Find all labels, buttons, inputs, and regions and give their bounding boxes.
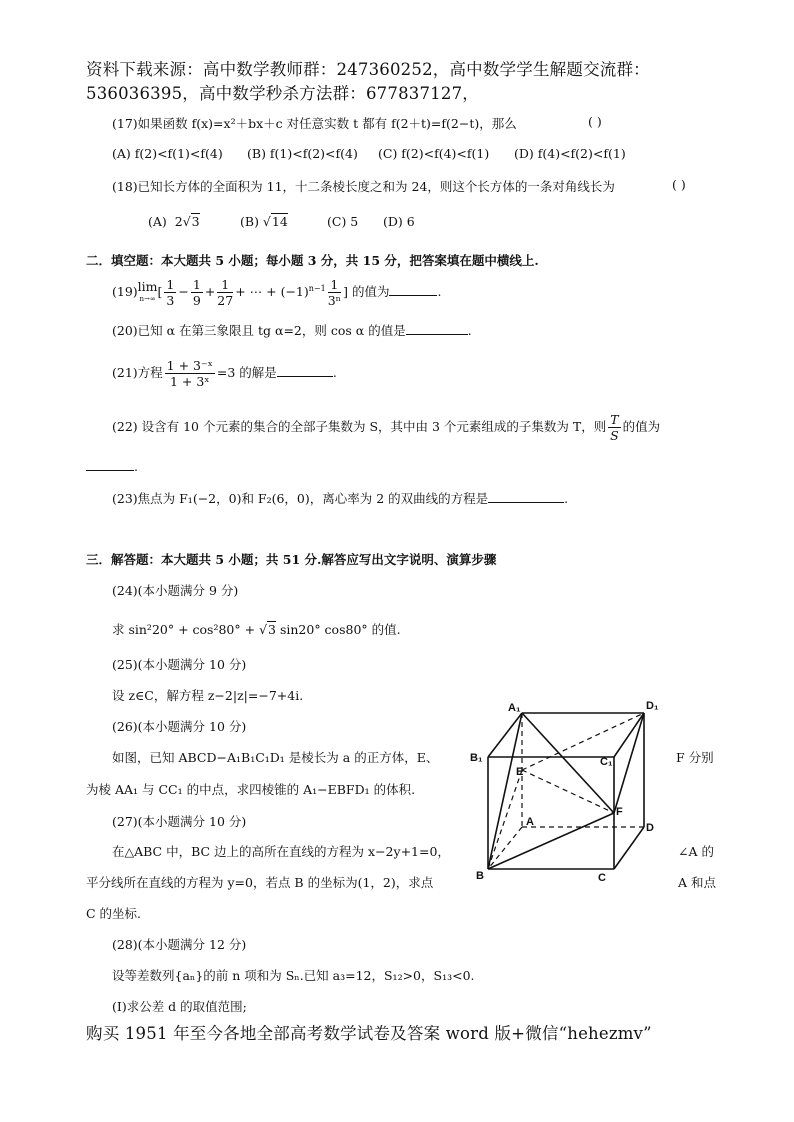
q19: (19) lim n→∞ [ $\frac{1}{3}$ − $\frac{1}{9}$ + $\frac{1}{27}$ + ⋯ + $(-1)^{n-1}$ $\frac{1}{\text{3ⁿ}}$ ] 的值为 .	[112, 276, 442, 308]
q22-answer-blank	[86, 458, 134, 471]
q25-score: (25)(本小题满分 10 分)	[112, 657, 247, 672]
label-d1: D₁	[646, 700, 659, 712]
hidden-edge-e-f	[522, 770, 614, 813]
label-b: B	[476, 870, 484, 882]
source-header-line2: 536036395，高中数学秒杀方法群：677837127，	[86, 84, 479, 103]
q18-stem: (18)已知长方体的全面积为 11，十二条棱长度之和为 24，则这个长方体的一条对角线长为	[112, 179, 615, 194]
q27-line1-right: ∠A 的	[678, 844, 714, 859]
q27-line1: 在△ABC 中，BC 边上的高所在直线的方程为 x−2y+1=0，	[112, 844, 450, 859]
q26-line1-right: F 分别	[676, 750, 714, 765]
q27-score: (27)(本小题满分 10 分)	[112, 814, 247, 829]
q17-option-d: (D) f(4)<f(2)<f(1)	[514, 146, 626, 161]
q23: (23)焦点为 F₁(−2，0)和 F₂(6，0)，离心率为 2 的双曲线的方程是 .	[112, 491, 569, 506]
edge-f-d1	[614, 713, 644, 813]
q18-option-b-radicand: 14	[271, 214, 288, 229]
q21-fraction: $\frac{\text{1 + 3⁻ˣ}}{\text{1 + 3ˣ}}$	[166, 357, 213, 389]
q27-line2-right: A 和点	[678, 875, 717, 890]
edge-c-d	[614, 827, 644, 869]
q17-option-c: (C) f(2)<f(4)<f(1)	[378, 146, 490, 161]
q19-fraction-4: $\frac{1}{\text{3ⁿ}}$	[327, 276, 342, 308]
q19-lim-sub: n→∞	[139, 294, 156, 303]
q19-fraction-3: $\frac{1}{27}$	[217, 276, 234, 308]
q28-line2: (Ⅰ)求公差 d 的取值范围;	[112, 999, 247, 1014]
edge-b-f	[488, 813, 614, 869]
q17-option-b: (B) f(1)<f(2)<f(4)	[247, 146, 358, 161]
q26-line2: 为棱 AA₁ 与 CC₁ 的中点，求四棱锥的 A₁−EBFD₁ 的体积.	[86, 782, 416, 797]
label-f: F	[616, 806, 623, 818]
label-c: C	[598, 872, 606, 884]
section3-title: 三．解答题：本大题共 5 小题；共 51 分.解答应写出文字说明、演算步骤	[86, 552, 497, 567]
hidden-edge-e-b	[488, 770, 522, 869]
cube-figure	[462, 695, 672, 885]
q18-answer-paren: ( )	[672, 177, 686, 192]
q17-answer-paren: ( )	[588, 114, 602, 129]
q19-fraction-1: $\frac{1}{3}$	[166, 276, 175, 308]
label-d: D	[646, 822, 654, 834]
label-c1: C₁	[600, 756, 613, 768]
q19-lim: lim	[137, 278, 158, 294]
q28-line1: 设等差数列{aₙ}的前 n 项和为 Sₙ.已知 a₃=12，S₁₂>0，S₁₃<0.	[112, 968, 475, 983]
label-a1: A₁	[508, 702, 521, 714]
hidden-edge-e-d1	[522, 713, 644, 770]
edge-a1-b	[488, 713, 522, 869]
section2-title: 二．填空题：本大题共 5 小题；每小题 3 分，共 15 分，把答案填在题中横线上.	[86, 253, 539, 268]
q18-option-a-radicand: 3	[191, 214, 200, 229]
q21: (21)方程 $\frac{\text{1 + 3⁻ˣ}}{\text{1 + 3ˣ}}$ =3 的解是 .	[112, 357, 337, 389]
q18-option-d: (D) 6	[383, 214, 415, 229]
source-header	[86, 58, 736, 106]
purchase-footer: 购买 1951 年至今各地全部高考数学试卷及答案 word 版+微信“hehezmv”	[86, 1024, 652, 1043]
q18-option-c: (C) 5	[327, 214, 359, 229]
q21-answer-blank	[277, 364, 333, 377]
label-b1: B₁	[470, 752, 483, 764]
q23-answer-blank	[488, 490, 564, 503]
q24-text: 求 sin²20° + cos²80° + √3 sin20° cos80° 的值.	[112, 622, 401, 637]
q27-line3: C 的坐标.	[86, 906, 142, 921]
q22-fraction: $\frac{T}{S}$	[610, 411, 619, 443]
q19-fraction-2: $\frac{1}{9}$	[192, 276, 201, 308]
q20-answer-blank	[406, 322, 468, 335]
q22: (22) 设含有 10 个元素的集合的全部子集数为 S，其中由 3 个元素组成的子集数为 T，则 $\frac{T}{S}$ 的值为	[112, 411, 661, 443]
source-header-line1: 资料下载来源：高中数学教师群：247360252，高中数学学生解题交流群：	[86, 60, 650, 79]
q18-option-a: (A) 2√3	[148, 214, 200, 229]
q17-option-a: (A) f(2)<f(1)<f(4)	[112, 146, 223, 161]
q27-line2: 平分线所在直线的方程为 y=0，若点 B 的坐标为(1，2)，求点	[86, 875, 434, 890]
q19-answer-blank	[389, 283, 437, 296]
q26-line1: 如图，已知 ABCD−A₁B₁C₁D₁ 是棱长为 a 的正方体，E、	[112, 750, 439, 765]
q18-option-b: (B) √14	[240, 214, 288, 229]
q24-score: (24)(本小题满分 9 分)	[112, 583, 239, 598]
q25-text: 设 z∈C，解方程 z−2|z|=−7+4i.	[112, 688, 304, 703]
label-a: A	[526, 816, 534, 828]
q20: (20)已知 α 在第三象限且 tg α=2，则 cos α 的值是 .	[112, 323, 472, 338]
label-e: E	[516, 766, 524, 778]
q28-score: (28)(本小题满分 12 分)	[112, 937, 247, 952]
q17-stem: (17)如果函数 f(x)=x²＋bx＋c 对任意实数 t 都有 f(2＋t)=f(2−t)，那么	[112, 116, 517, 131]
q26-score: (26)(本小题满分 10 分)	[112, 719, 247, 734]
q22-answer-line: .	[86, 458, 138, 474]
